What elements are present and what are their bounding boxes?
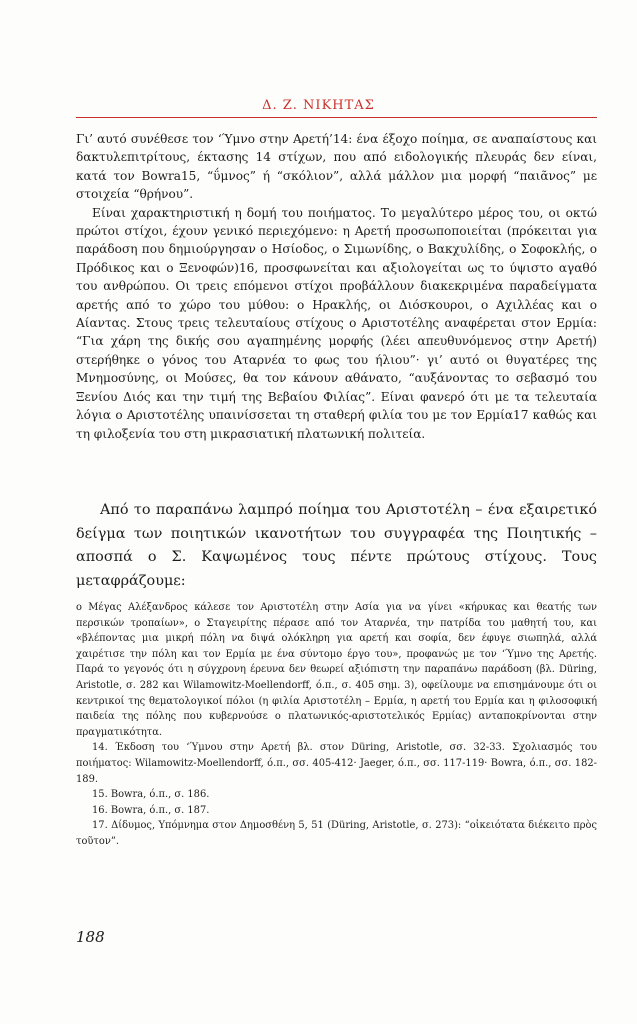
paragraph-2: Είναι χαρακτηριστική η δομή του ποιήματος. Το μεγαλύτερο μέρος του, οι οκτώ πρώτοι στίχοι, έχουν γενικό περιεχόμενο: η Αρετή προσωποποιείται (πρόκειται για παράδοση που δημιούργησαν ο Ησίοδος, ο Σιμωνίδης, ο Βακχυλίδης, ο Σοφοκλής, ο Πρόδικος και ο Ξενοφών)16, προσφωνείται και αξιολογείται ως το ύψιστο αγαθό του ανθρώπου. Οι τρεις επόμενοι στίχοι προβάλλουν διακεκριμένα παραδείγματα αρετής από το χώρο του μύθου: ο Ηρακλής, οι Διόσκουροι, ο Αχιλλέας και ο Αίαντας. Στους τρεις τελευταίους στίχους ο Αριστοτέλης αναφέρεται στον Ερμία: “Για χάρη της δικής σου αγαπημένης μορφής (λέει απευθυνόμενος στην Αρετή) στερήθηκε ο γόνος του Αταρνέα το φως του ήλιου”· γι’ αυτό οι θυγατέρες της Μνημοσύνης, οι Μούσες, θα τον κάνουν αθάνατο, “αυξάνοντας το σεβασμό του Ξενίου Διός και την τιμή της Βεβαίου Φιλίας”. Είναι φανερό ότι με τα τελευταία λόγια ο Αριστοτέλης υπαινίσσεται τη σταθερή φιλία του με τον Ερμία17 καθώς και τη φιλοξενία του στη μικρασιατική πλατωνική πολιτεία.	[76, 205, 597, 441]
header-rule	[76, 117, 597, 118]
running-header: Δ. Ζ. ΝΙΚΗΤΑΣ	[262, 98, 375, 113]
footnote-16: 16. Bowra, ό.π., σ. 187.	[92, 804, 210, 816]
page-number: 188	[76, 928, 105, 946]
quote-text: Από το παραπάνω λαμπρό ποίημα του Αριστοτέλη – ένα εξαιρετικό δείγμα των ποιητικών ικανοτήτων του συγγραφέα της Ποιητικής – αποσπά ο Σ. Καψωμένος τους πέντε πρώτους στίχους. Τους μεταφράζουμε:	[76, 502, 597, 589]
main-text	[76, 130, 597, 443]
quote-block	[76, 499, 597, 593]
footnotes	[76, 600, 597, 850]
footnote-17: 17. Δίδυμος, Υπόμνημα στον Δημοσθένη 5, 51 (Düring, Aristotle, σ. 273): “οἰκειότατα διέκειτο πρὸς τοῦτον”.	[76, 820, 597, 847]
footnote-continuation: ο Μέγας Αλέξανδρος κάλεσε τον Αριστοτέλη στην Ασία για να γίνει «κήρυκας και θεατής των περσικών τροπαίων», ο Σταγειρίτης πέρασε από τον Αταρνέα, την πατρίδα του μαθητή του, και «βλέποντας μια μικρή πόλη να διψά ολόκληρη για αρετή και σοφία, δεν έφυγε σιωπηλά, αλλά χαιρέτισε την πόλη και τον Ερμία με ένα σύντομο έργο του», προφανώς με τον ‘Ύμνο της Αρετής. Παρά το γεγονός ότι η σύγχρονη έρευνα δεν θεωρεί αξιόπιστη την παραπάνω παράδοση (βλ. Düring, Aristotle, σ. 282 και Wilamowitz-Moellendorff, ό.π., σ. 405 σημ. 3), οφείλουμε να επισημάνουμε ότι οι κεντρικοί της θεματολογικοί πόλοι (η φιλία Αριστοτέλη – Ερμία, η αρετή του Ερμία και η φιλοσοφική παιδεία της πόλης που κυβερνούσε ο πλατωνικός-αριστοτελικός Ερμίας) ανταποκρίνονται στην πραγματικότητα.	[76, 602, 597, 738]
footnote-14: 14. Έκδοση του ‘Ύμνου στην Αρετή βλ. στον Düring, Aristotle, σσ. 32-33. Σχολιασμός του ποιήματος: Wilamowitz-Moellendorff, ό.π., σσ. 405-412· Jaeger, ό.π., σσ. 117-119· Bowra, ό.π., σσ. 182-189.	[76, 742, 597, 785]
paragraph-1: Γι’ αυτό συνέθεσε τον ‘Ύμνο στην Αρετή’14: ένα έξοχο ποίημα, σε αναπαίστους και δακτυλεπιτρίτους, έκτασης 14 στίχων, που από ειδολογικής πλευράς δεν είναι, κατά τον Bowra15, “ΰμνος” ή “σκόλιον”, αλλά μάλλον μια μορφή “παιᾶνος” με στοιχεία “θρήνου”.	[76, 132, 597, 202]
footnote-15: 15. Bowra, ό.π., σ. 186.	[92, 789, 210, 801]
